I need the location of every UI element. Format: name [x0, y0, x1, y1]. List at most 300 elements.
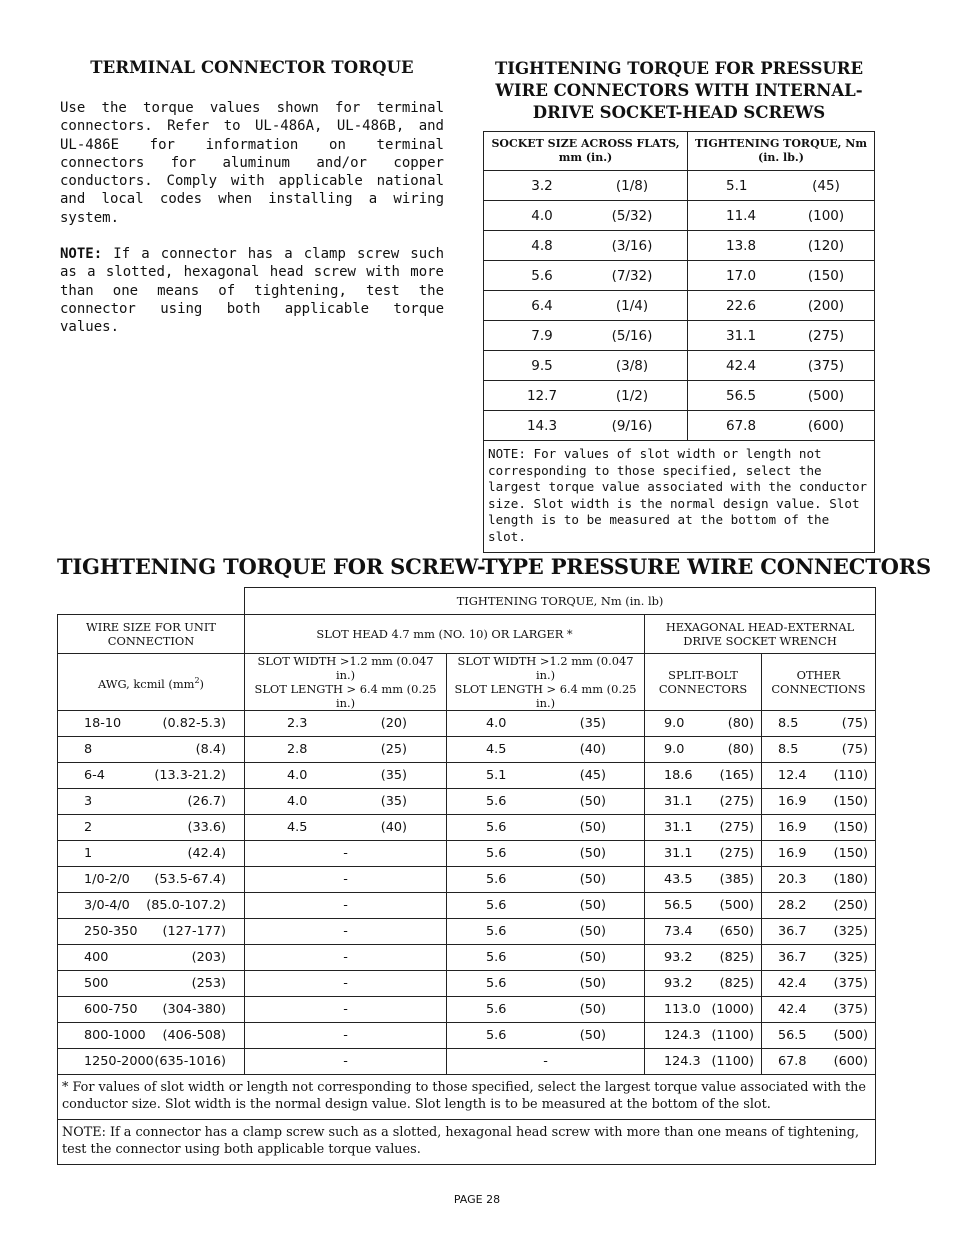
value: 113.0: [664, 1002, 701, 1017]
mm2-value: (203): [191, 950, 226, 965]
socket-size-cell: [484, 381, 688, 411]
awg-value: 1/0-2/0: [84, 872, 130, 887]
value: 5.6: [486, 898, 507, 913]
socket-in: (3/16): [611, 237, 653, 254]
torque-nm: 11.4: [726, 207, 757, 224]
value-alt: (1100): [711, 1054, 754, 1069]
socket-size-cell: [484, 201, 688, 231]
other-cell: [762, 763, 876, 789]
value: 5.6: [486, 950, 507, 965]
value-alt: (35): [380, 768, 407, 783]
slot-col2-cell: [447, 841, 645, 867]
value: 16.9: [778, 820, 807, 835]
value-alt: (150): [833, 846, 869, 861]
dash: -: [343, 1054, 348, 1069]
socket-size-cell: [484, 171, 688, 201]
wire-size-cell: [58, 1049, 245, 1075]
socket-torque-cell: [688, 201, 875, 231]
blank-corner: [58, 588, 245, 615]
slot-col2-cell: [447, 919, 645, 945]
socket-mm: 6.4: [531, 297, 553, 314]
value: 124.3: [664, 1054, 701, 1069]
mm2-value: (635-1016): [154, 1054, 226, 1069]
socket-torque-cell: [688, 171, 875, 201]
awg-value: 3: [84, 794, 93, 809]
socket-in: (3/8): [615, 357, 649, 374]
socket-in: (7/32): [611, 267, 653, 284]
value-alt: (500): [833, 1028, 869, 1043]
slot-col2-cell: [447, 789, 645, 815]
value: 5.6: [486, 846, 507, 861]
value-alt: (50): [579, 794, 606, 809]
value-alt: (50): [579, 950, 606, 965]
torque-nm: 5.1: [726, 177, 748, 194]
value-alt: (275): [719, 820, 754, 835]
socket-torque-cell: [688, 411, 875, 441]
slot-col2-cell: [447, 971, 645, 997]
mm2-value: (406-508): [162, 1028, 226, 1043]
mm2-value: (42.4): [187, 846, 226, 861]
awg-end: ): [199, 676, 204, 691]
torque-inlb: (100): [807, 207, 845, 224]
socket-size-cell: [484, 261, 688, 291]
split-bolt-cell: [645, 763, 762, 789]
wire-table-row: [58, 997, 876, 1023]
slot-col2-cell: [447, 1049, 645, 1075]
split-bolt-cell: [645, 945, 762, 971]
table-note: NOTE: If a connector has a clamp screw such as a slotted, hexagonal head screw with more than one means of tightening, test the connector using both applicable torque values.: [58, 1120, 876, 1165]
awg-value: 1250-2000: [84, 1054, 154, 1069]
mm2-value: (85.0-107.2): [146, 898, 226, 913]
slot-col2-cell: [447, 737, 645, 763]
value: 73.4: [664, 924, 693, 939]
socket-size-header: SOCKET SIZE ACROSS FLATS, mm (in.): [484, 132, 688, 171]
socket-table-row: [484, 201, 875, 231]
main-table-title: TIGHTENING TORQUE FOR SCREW-TYPE PRESSURE WIRE CONNECTORS: [57, 554, 931, 579]
socket-mm: 14.3: [526, 417, 558, 434]
value-alt: (385): [719, 872, 754, 887]
awg-value: 8: [84, 742, 93, 757]
wire-table-row: [58, 841, 876, 867]
socket-table-row: [484, 231, 875, 261]
value-alt: (40): [380, 820, 407, 835]
value: 31.1: [664, 846, 693, 861]
value-alt: (600): [833, 1054, 869, 1069]
page-number: PAGE 28: [453, 1193, 501, 1206]
value-alt: (25): [380, 742, 407, 757]
awg-value: 500: [84, 976, 109, 991]
slot-col1-cell: [245, 867, 447, 893]
awg-value: 800-1000: [84, 1028, 146, 1043]
value-alt: (50): [579, 1028, 606, 1043]
wire-table-row: [58, 815, 876, 841]
value-alt: (75): [841, 742, 869, 757]
wire-size-cell: [58, 789, 245, 815]
value: 42.4: [778, 1002, 807, 1017]
wire-size-cell: [58, 763, 245, 789]
value-alt: (650): [719, 924, 754, 939]
value: 16.9: [778, 794, 807, 809]
split-bolt-cell: [645, 711, 762, 737]
value-alt: (35): [380, 794, 407, 809]
torque-inlb: (200): [807, 297, 845, 314]
torque-inlb: (150): [807, 267, 845, 284]
torque-inlb: (275): [807, 327, 845, 344]
slot-col2-cell: [447, 1023, 645, 1049]
slot-col2-cell: [447, 711, 645, 737]
split-bolt-cell: [645, 893, 762, 919]
socket-torque-cell: [688, 321, 875, 351]
slot-col2-cell: [447, 867, 645, 893]
value: 42.4: [778, 976, 807, 991]
dash: -: [343, 1002, 348, 1017]
mm2-value: (53.5-67.4): [154, 872, 226, 887]
socket-head-title: [483, 58, 875, 124]
value: 2.8: [287, 742, 308, 757]
socket-size-cell: [484, 321, 688, 351]
other-cell: [762, 841, 876, 867]
torque-nm: 22.6: [726, 297, 757, 314]
value: 5.6: [486, 820, 507, 835]
value-alt: (80): [727, 742, 754, 757]
value: 9.0: [664, 742, 685, 757]
split-bolt-cell: [645, 971, 762, 997]
screw-torque-table: [57, 587, 876, 1165]
value-alt: (50): [579, 924, 606, 939]
torque-header: TIGHTENING TORQUE, Nm (in. lb.): [688, 132, 875, 171]
socket-in: (5/16): [611, 327, 653, 344]
value: 56.5: [778, 1028, 807, 1043]
value-alt: (50): [579, 846, 606, 861]
value: 36.7: [778, 924, 807, 939]
value-alt: (375): [833, 976, 869, 991]
socket-in: (1/2): [615, 387, 649, 404]
wire-size-cell: [58, 971, 245, 997]
value: 67.8: [778, 1054, 807, 1069]
value: 43.5: [664, 872, 693, 887]
other-cell: [762, 1023, 876, 1049]
value-alt: (825): [719, 976, 754, 991]
socket-torque-cell: [688, 291, 875, 321]
hex-head-header: HEXAGONAL HEAD-EXTERNAL DRIVE SOCKET WRENCH: [645, 615, 876, 654]
value-alt: (325): [833, 950, 869, 965]
split-bolt-header: [645, 654, 762, 711]
slot-col1-cell: [245, 1049, 447, 1075]
value-alt: (50): [579, 872, 606, 887]
socket-table-row: [484, 411, 875, 441]
dash: -: [543, 1054, 548, 1069]
intro-paragraph: Use the torque values shown for terminal connectors. Refer to UL-486A, UL-486B, and UL-486E for information on terminal connectors for aluminum and/or copper conductors. Comply with applicable national and local codes when installing a wiring system.: [60, 100, 444, 226]
torque-nm: 31.1: [726, 327, 757, 344]
slot-col1-cell: [245, 971, 447, 997]
slot-col1-header: [245, 654, 447, 711]
value-alt: (50): [579, 1002, 606, 1017]
slot-col1-line2: SLOT LENGTH > 6.4 mm (0.25 in.): [254, 682, 437, 710]
value: 36.7: [778, 950, 807, 965]
terminal-connector-section: [60, 58, 444, 355]
wire-size-cell: [58, 815, 245, 841]
value-alt: (75): [841, 716, 869, 731]
socket-table-row: [484, 291, 875, 321]
slot-col1-cell: [245, 711, 447, 737]
value: 4.0: [287, 768, 308, 783]
value-alt: (50): [579, 976, 606, 991]
slot-col1-cell: [245, 763, 447, 789]
socket-table-row: [484, 351, 875, 381]
split-bolt-cell: [645, 997, 762, 1023]
value: 5.6: [486, 924, 507, 939]
other-cell: [762, 789, 876, 815]
value-alt: (150): [833, 794, 869, 809]
dash: -: [343, 872, 348, 887]
slot-col2-line1: SLOT WIDTH >1.2 mm (0.047 in.): [457, 654, 634, 682]
mm2-value: (253): [191, 976, 226, 991]
awg-value: 250-350: [84, 924, 138, 939]
slot-col1-cell: [245, 737, 447, 763]
split-bolt-cell: [645, 789, 762, 815]
value-alt: (20): [380, 716, 407, 731]
dash: -: [343, 846, 348, 861]
value: 8.5: [778, 742, 799, 757]
value: 4.0: [486, 716, 507, 731]
other-line1: OTHER: [796, 668, 841, 682]
awg-value: 18-10: [84, 716, 122, 731]
torque-group-header: TIGHTENING TORQUE, Nm (in. lb): [245, 588, 876, 615]
value-alt: (45): [579, 768, 606, 783]
split-bolt-cell: [645, 867, 762, 893]
value: 93.2: [664, 976, 693, 991]
socket-in: (9/16): [611, 417, 653, 434]
wire-size-cell: [58, 997, 245, 1023]
torque-inlb: (45): [812, 177, 840, 194]
wire-table-row: [58, 711, 876, 737]
wire-table-row: [58, 737, 876, 763]
socket-mm: 4.0: [531, 207, 553, 224]
value: 4.0: [287, 794, 308, 809]
value: 124.3: [664, 1028, 701, 1043]
torque-nm: 13.8: [726, 237, 757, 254]
socket-mm: 12.7: [526, 387, 558, 404]
slot-col2-cell: [447, 893, 645, 919]
mm2-value: (0.82-5.3): [162, 716, 226, 731]
socket-mm: 3.2: [531, 177, 553, 194]
slot-col1-cell: [245, 789, 447, 815]
slot-col1-cell: [245, 919, 447, 945]
other-cell: [762, 815, 876, 841]
other-cell: [762, 893, 876, 919]
value-alt: (1000): [711, 1002, 754, 1017]
socket-table-row: [484, 321, 875, 351]
value: 18.6: [664, 768, 693, 783]
value: 9.0: [664, 716, 685, 731]
socket-torque-cell: [688, 351, 875, 381]
value: 5.6: [486, 1002, 507, 1017]
split-bolt-cell: [645, 919, 762, 945]
socket-in: (1/4): [615, 297, 649, 314]
mm2-value: (8.4): [195, 742, 226, 757]
mm2-value: (127-177): [162, 924, 226, 939]
dash: -: [343, 950, 348, 965]
note-label: NOTE:: [60, 246, 103, 263]
wire-table-row: [58, 945, 876, 971]
wire-table-row: [58, 919, 876, 945]
title-line: TIGHTENING TORQUE FOR PRESSURE: [494, 59, 864, 78]
other-line2: CONNECTIONS: [771, 682, 866, 696]
value: 20.3: [778, 872, 807, 887]
value: 16.9: [778, 846, 807, 861]
value: 2.3: [287, 716, 308, 731]
slot-col2-cell: [447, 997, 645, 1023]
other-connections-header: [762, 654, 876, 711]
footnote: * For values of slot width or length not corresponding to those specified, select the largest torque value associated with the conductor size. Slot width is the normal design value. Slot length is to be measured at the bottom of the slot.: [58, 1075, 876, 1120]
title-line: WIRE CONNECTORS WITH INTERNAL-: [495, 81, 863, 100]
awg-value: 1: [84, 846, 93, 861]
socket-mm: 5.6: [531, 267, 553, 284]
torque-inlb: (375): [807, 357, 845, 374]
other-cell: [762, 1049, 876, 1075]
wire-size-cell: [58, 867, 245, 893]
title-line: DRIVE SOCKET-HEAD SCREWS: [532, 103, 826, 122]
wire-size-cell: [58, 711, 245, 737]
socket-table-note: NOTE: For values of slot width or length not corresponding to those specified, select the largest torque value associated with the conductor size. Slot width is the normal design value. Slot length is to be measured at the bottom of the slot.: [484, 441, 875, 553]
section-title: TERMINAL CONNECTOR TORQUE: [90, 58, 414, 77]
mm2-value: (33.6): [187, 820, 226, 835]
socket-in: (5/32): [611, 207, 653, 224]
slot-col1-cell: [245, 945, 447, 971]
awg-value: 400: [84, 950, 109, 965]
torque-inlb: (120): [807, 237, 845, 254]
value-alt: (50): [579, 898, 606, 913]
socket-table-row: [484, 261, 875, 291]
slot-col1-cell: [245, 815, 447, 841]
value: 31.1: [664, 794, 693, 809]
wire-table-row: [58, 763, 876, 789]
dash: -: [343, 898, 348, 913]
torque-inlb: (500): [807, 387, 845, 404]
socket-torque-table: [483, 131, 875, 553]
value-alt: (275): [719, 846, 754, 861]
socket-in: (1/8): [615, 177, 649, 194]
slot-head-header: SLOT HEAD 4.7 mm (NO. 10) OR LARGER *: [245, 615, 645, 654]
value-alt: (1100): [711, 1028, 754, 1043]
value-alt: (110): [833, 768, 869, 783]
value: 5.1: [486, 768, 507, 783]
value-alt: (40): [579, 742, 606, 757]
mm2-value: (26.7): [187, 794, 226, 809]
value-alt: (165): [719, 768, 754, 783]
value: 5.6: [486, 976, 507, 991]
value-alt: (825): [719, 950, 754, 965]
value-alt: (35): [579, 716, 606, 731]
socket-mm: 7.9: [531, 327, 553, 344]
torque-nm: 67.8: [726, 417, 757, 434]
awg-value: 3/0-4/0: [84, 898, 130, 913]
slot-col1-cell: [245, 997, 447, 1023]
torque-nm: 42.4: [726, 357, 757, 374]
awg-value: 600-750: [84, 1002, 138, 1017]
wire-size-cell: [58, 945, 245, 971]
value-alt: (50): [579, 820, 606, 835]
awg-value: 2: [84, 820, 93, 835]
value-alt: (180): [833, 872, 869, 887]
wire-size-cell: [58, 737, 245, 763]
value: 5.6: [486, 1028, 507, 1043]
other-cell: [762, 945, 876, 971]
slot-col2-header: [447, 654, 645, 711]
slot-col2-cell: [447, 945, 645, 971]
wire-size-cell: [58, 1023, 245, 1049]
wire-table-row: [58, 1023, 876, 1049]
torque-inlb: (600): [807, 417, 845, 434]
slot-col1-cell: [245, 1023, 447, 1049]
torque-nm: 17.0: [726, 267, 757, 284]
socket-mm: 4.8: [531, 237, 553, 254]
slot-col2-cell: [447, 763, 645, 789]
dash: -: [343, 924, 348, 939]
value: 12.4: [778, 768, 807, 783]
slot-col2-line2: SLOT LENGTH > 6.4 mm (0.25 in.): [454, 682, 637, 710]
dash: -: [343, 976, 348, 991]
slot-col1-line1: SLOT WIDTH >1.2 mm (0.047 in.): [257, 654, 434, 682]
other-cell: [762, 997, 876, 1023]
slot-col2-cell: [447, 815, 645, 841]
value: 8.5: [778, 716, 799, 731]
value: 31.1: [664, 820, 693, 835]
split-bolt-cell: [645, 1023, 762, 1049]
split-bolt-line2: CONNECTORS: [658, 682, 748, 696]
value: 93.2: [664, 950, 693, 965]
dash: -: [343, 1028, 348, 1043]
socket-table-row: [484, 171, 875, 201]
awg-label: AWG, kcmil (mm: [98, 676, 195, 691]
split-bolt-cell: [645, 841, 762, 867]
other-cell: [762, 737, 876, 763]
note-paragraph: [60, 245, 444, 336]
value-alt: (375): [833, 1002, 869, 1017]
value-alt: (500): [719, 898, 754, 913]
awg-header: [58, 654, 245, 711]
wire-size-cell: [58, 919, 245, 945]
socket-torque-cell: [688, 261, 875, 291]
value-alt: (250): [833, 898, 869, 913]
awg-value: 6-4: [84, 768, 105, 783]
value-alt: (150): [833, 820, 869, 835]
note-text: If a connector has a clamp screw such as a slotted, hexagonal head screw with more than one means of tightening, test the connector using both applicable torque values.: [60, 246, 444, 336]
socket-size-cell: [484, 411, 688, 441]
wire-size-cell: [58, 841, 245, 867]
split-bolt-cell: [645, 737, 762, 763]
value: 5.6: [486, 794, 507, 809]
wire-size-cell: [58, 893, 245, 919]
wire-table-row: [58, 1049, 876, 1075]
value-alt: (80): [727, 716, 754, 731]
wire-table-row: [58, 971, 876, 997]
value: 56.5: [664, 898, 693, 913]
split-bolt-line1: SPLIT-BOLT: [668, 668, 738, 682]
value-alt: (275): [719, 794, 754, 809]
other-cell: [762, 867, 876, 893]
other-cell: [762, 711, 876, 737]
mm2-value: (13.3-21.2): [154, 768, 226, 783]
other-cell: [762, 971, 876, 997]
wire-table-row: [58, 867, 876, 893]
value: 4.5: [486, 742, 507, 757]
split-bolt-cell: [645, 1049, 762, 1075]
torque-nm: 56.5: [726, 387, 757, 404]
socket-torque-cell: [688, 231, 875, 261]
socket-size-cell: [484, 291, 688, 321]
socket-table-row: [484, 381, 875, 411]
